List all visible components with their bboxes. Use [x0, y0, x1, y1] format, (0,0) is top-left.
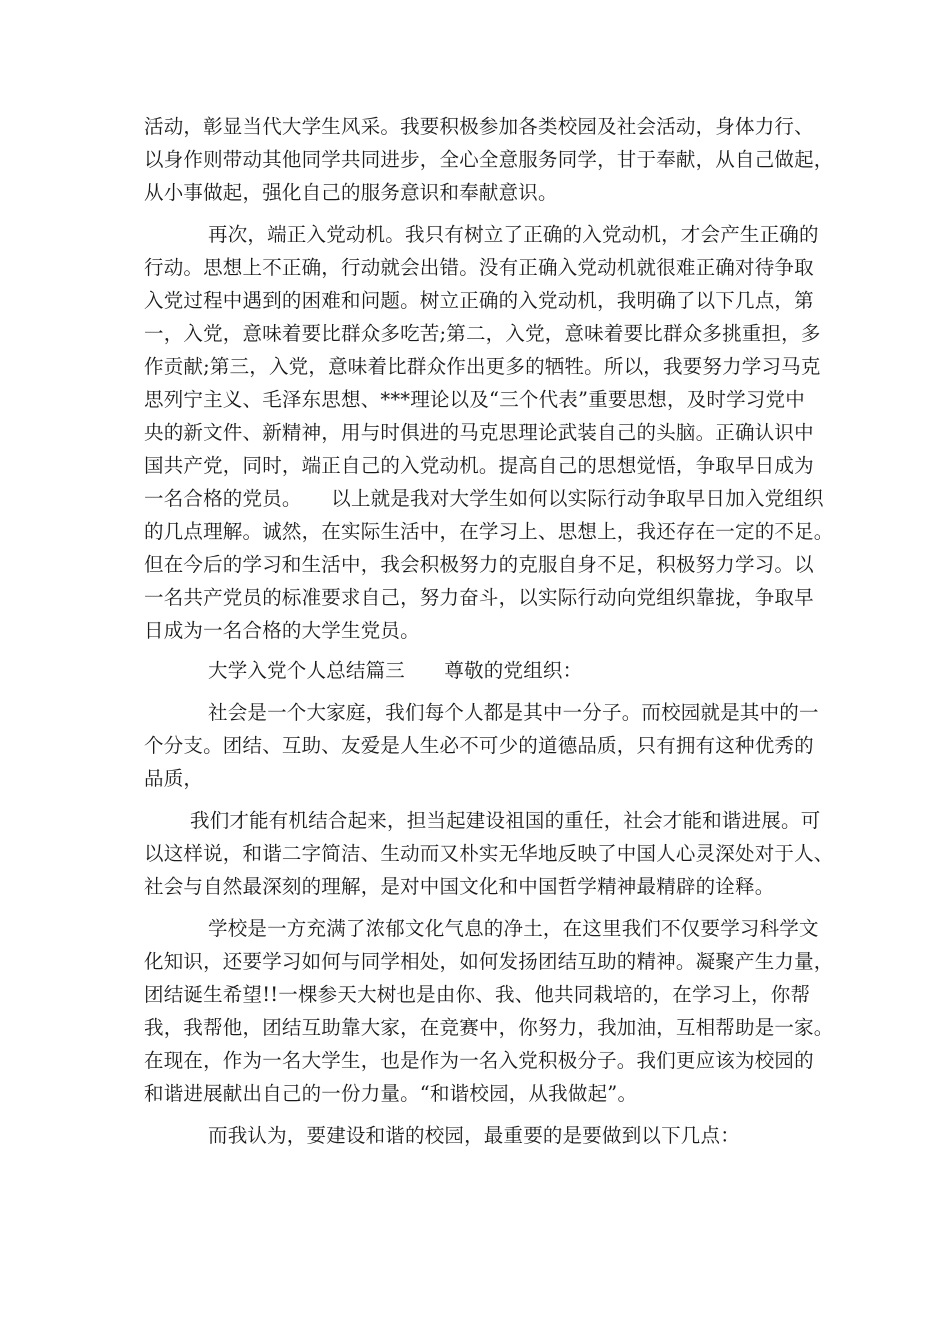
- text-line: 个分支。团结、互助、友爱是人生必不可少的道德品质，只有拥有这种优秀的: [144, 734, 814, 757]
- text-line: 的几点理解。诚然，在实际生活中，在学习上、思想上，我还存在一定的不足。: [144, 520, 834, 543]
- text-line: 活动，彰显当代大学生风采。我要积极参加各类校园及社会活动，身体力行、: [144, 115, 814, 138]
- text-line: 国共产党，同时，端正自己的入党动机。提高自己的思想觉悟，争取早日成为: [144, 454, 814, 477]
- text-line: 社会是一个大家庭，我们每个人都是其中一分子。而校园就是其中的一: [208, 701, 819, 724]
- text-line: 以这样说，和谐二字简洁、生动而又朴实无华地反映了中国人心灵深处对于人、: [144, 842, 834, 865]
- text-line: 思列宁主义、毛泽东思想、***理论以及“三个代表”重要思想，及时学习党中: [144, 388, 805, 411]
- text-line: 和谐进展献出自己的一份力量。“和谐校园，从我做起”。: [144, 1082, 638, 1105]
- text-line: 品质，: [144, 767, 204, 790]
- text-line: 团结诞生希望!!一棵参天大树也是由你、我、他共同栽培的，在学习上，你帮: [144, 983, 811, 1006]
- text-line: 央的新文件、新精神，用与时俱进的马克思理论武装自己的头脑。正确认识中: [144, 421, 814, 444]
- text-line: 我们才能有机结合起来，担当起建设祖国的重任，社会才能和谐进展。可: [190, 809, 821, 832]
- text-line: 日成为一名合格的大学生党员。: [144, 619, 420, 642]
- text-line: 而我认为，要建设和谐的校园，最重要的是要做到以下几点：: [208, 1124, 740, 1147]
- text-line: 再次，端正入党动机。我只有树立了正确的入党动机，才会产生正确的: [208, 223, 819, 246]
- text-line: 在现在，作为一名大学生，也是作为一名入党积极分子。我们更应该为校园的: [144, 1049, 814, 1072]
- text-line: 学校是一方充满了浓郁文化气息的净土，在这里我们不仅要学习科学文: [208, 917, 819, 940]
- text-line: 一名共产党员的标准要求自己，努力奋斗，以实际行动向党组织靠拢，争取早: [144, 586, 814, 609]
- text-line: 但在今后的学习和生活中，我会积极努力的克服自身不足，积极努力学习。以: [144, 553, 814, 576]
- text-line: 以身作则带动其他同学共同进步，全心全意服务同学，甘于奉献，从自己做起，: [144, 148, 834, 171]
- text-line: 行动。思想上不正确，行动就会出错。没有正确入党动机就很难正确对待争取: [144, 256, 814, 279]
- text-line: 社会与自然最深刻的理解，是对中国文化和中国哲学精神最精辟的诠释。: [144, 875, 775, 898]
- text-line: 从小事做起，强化自己的服务意识和奉献意识。: [144, 181, 558, 204]
- text-line: 化知识，还要学习如何与同学相处，如何发扬团结互助的精神。凝聚产生力量，: [144, 950, 834, 973]
- text-line: 一名合格的党员。 以上就是我对大学生如何以实际行动争取早日加入党组织: [144, 487, 824, 510]
- text-line: 大学入党个人总结篇三 尊敬的党组织：: [208, 659, 583, 682]
- text-line: 作贡献;第三，入党，意味着比群众作出更多的牺牲。所以，我要努力学习马克: [144, 355, 821, 378]
- text-line: 一，入党，意味着要比群众多吃苦;第二，入党，意味着要比群众多挑重担，多: [144, 322, 821, 345]
- text-line: 入党过程中遇到的困难和问题。树立正确的入党动机，我明确了以下几点，第: [144, 289, 814, 312]
- text-line: 我，我帮他，团结互助靠大家，在竞赛中，你努力，我加油，互相帮助是一家。: [144, 1016, 834, 1039]
